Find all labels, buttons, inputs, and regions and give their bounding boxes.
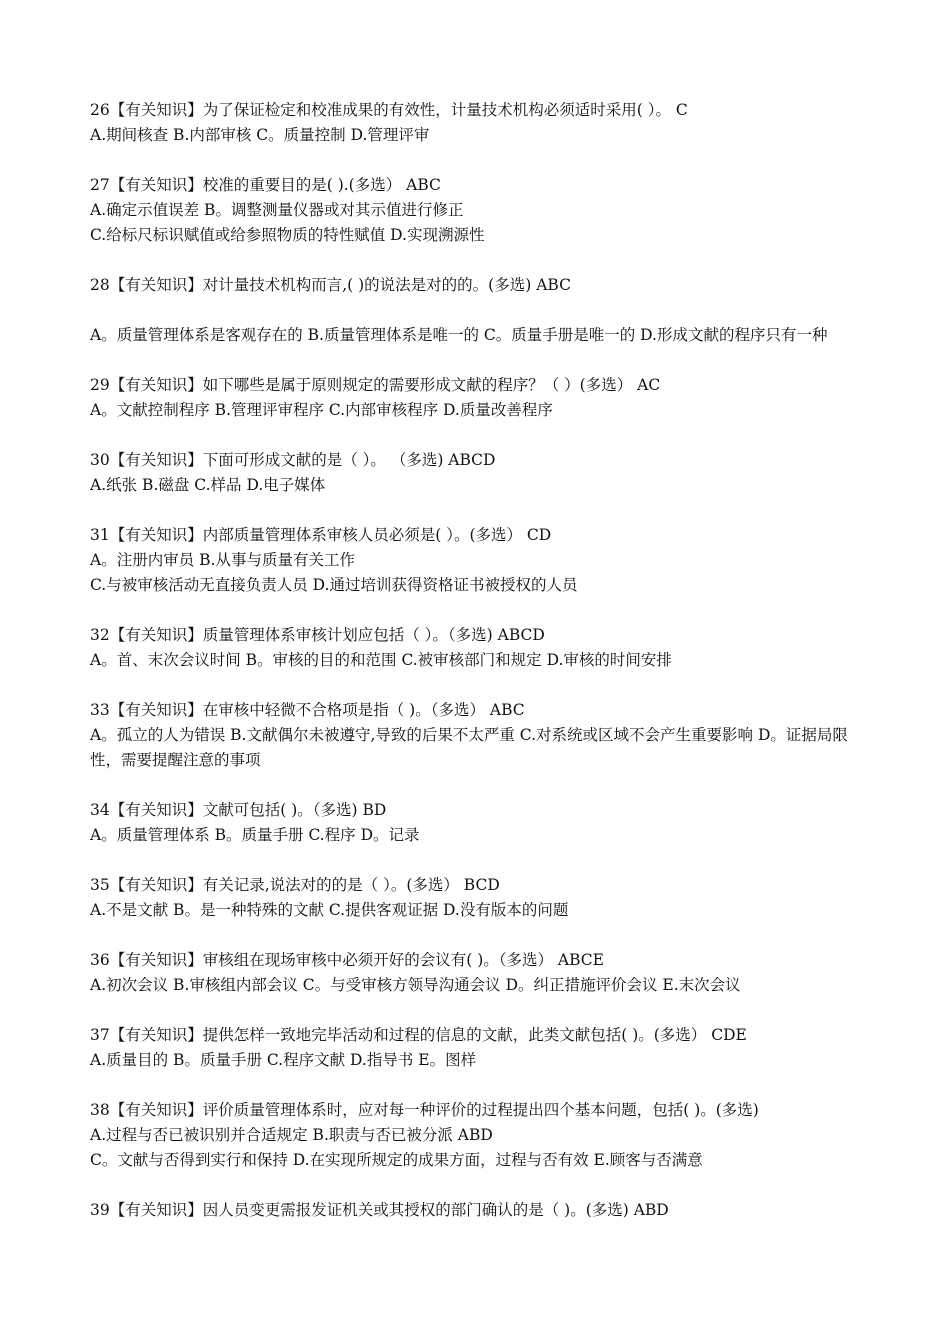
question-31 (90, 523, 870, 598)
question-options: A.期间核查 B.内部审核 C。质量控制 D.管理评审 (90, 126, 430, 144)
question-29 (90, 373, 870, 423)
question-38 (90, 1098, 870, 1173)
question-options: C.与被审核活动无直接负责人员 D.通过培训获得资格证书被授权的人员 (90, 576, 578, 594)
question-stem: 33【有关知识】在审核中轻微不合格项是指（ )。（多选） ABC (90, 701, 525, 719)
question-stem: 30【有关知识】下面可形成文献的是（ ）。 （多选) ABCD (90, 451, 496, 469)
question-options: A.不是文献 B。是一种特殊的文献 C.提供客观证据 D.没有版本的问题 (90, 901, 569, 919)
question-26 (90, 98, 870, 148)
question-stem: 26【有关知识】为了保证检定和校准成果的有效性，计量技术机构必须适时采用( ）。 C (90, 101, 688, 119)
question-options: A.过程与否已被识别并合适规定 B.职责与否已被分派 ABD (90, 1126, 493, 1144)
question-options: A。注册内审员 B.从事与质量有关工作 (90, 551, 355, 569)
question-stem: 34【有关知识】文献可包括( )。（多选) BD (90, 801, 387, 819)
question-stem: 38【有关知识】评价质量管理体系时，应对每一种评价的过程提出四个基本问题，包括( )。(多选) (90, 1101, 759, 1119)
question-stem: 39【有关知识】因人员变更需报发证机关或其授权的部门确认的是（ )。(多选) ABD (90, 1201, 669, 1219)
question-options: A。质量管理体系 B。质量手册 C.程序 D。记录 (90, 826, 420, 844)
question-options: A。孤立的人为错误 B.文献偶尔未被遵守,导致的后果不太严重 C.对系统或区域不会产生重要影响 D。证据局限性，需要提醒注意的事项 (90, 726, 848, 769)
question-stem: 32【有关知识】质量管理体系审核计划应包括（ ）。（多选) ABCD (90, 626, 545, 644)
question-options: A。质量管理体系是客观存在的 B.质量管理体系是唯一的 C。质量手册是唯一的 D.形成文献的程序只有一种 (90, 326, 828, 344)
question-options: A。文献控制程序 B.管理评审程序 C.内部审核程序 D.质量改善程序 (90, 401, 553, 419)
question-options: A.确定示值误差 B。调整测量仪器或对其示值进行修正 (90, 201, 464, 219)
blank-line (90, 298, 870, 323)
question-stem: 35【有关知识】有关记录,说法对的的是（ ）。(多选） BCD (90, 876, 500, 894)
question-options: C.给标尺标识赋值或给参照物质的特性赋值 D.实现溯源性 (90, 226, 485, 244)
question-stem: 37【有关知识】提供怎样一致地完毕活动和过程的信息的文献，此类文献包括( )。(多选） CDE (90, 1026, 747, 1044)
question-39 (90, 1198, 870, 1223)
question-stem: 29【有关知识】如下哪些是属于原则规定的需要形成文献的程序？（ ）(多选） AC (90, 376, 661, 394)
question-33 (90, 698, 870, 773)
question-stem: 28【有关知识】对计量技术机构而言,( )的说法是对的的。(多选) ABC (90, 276, 571, 294)
question-stem: 27【有关知识】校准的重要目的是( ).(多选） ABC (90, 176, 441, 194)
question-options: A.初次会议 B.审核组内部会议 C。与受审核方领导沟通会议 D。纠正措施评价会议 E.末次会议 (90, 976, 741, 994)
question-options: C。文献与否得到实行和保持 D.在实现所规定的成果方面，过程与否有效 E.顾客与否满意 (90, 1151, 703, 1169)
document-page (90, 98, 870, 1248)
question-stem: 31【有关知识】内部质量管理体系审核人员必须是( ）。(多选） CD (90, 526, 552, 544)
question-28 (90, 273, 870, 348)
question-32 (90, 623, 870, 673)
question-35 (90, 873, 870, 923)
question-34 (90, 798, 870, 848)
question-27 (90, 173, 870, 248)
question-36 (90, 948, 870, 998)
question-stem: 36【有关知识】审核组在现场审核中必须开好的会议有( )。（多选） ABCE (90, 951, 604, 969)
question-options: A.纸张 B.磁盘 C.样品 D.电子媒体 (90, 476, 326, 494)
question-30 (90, 448, 870, 498)
question-37 (90, 1023, 870, 1073)
question-options: A.质量目的 B。质量手册 C.程序文献 D.指导书 E。图样 (90, 1051, 477, 1069)
question-options: A。首、末次会议时间 B。审核的目的和范围 C.被审核部门和规定 D.审核的时间安排 (90, 651, 672, 669)
